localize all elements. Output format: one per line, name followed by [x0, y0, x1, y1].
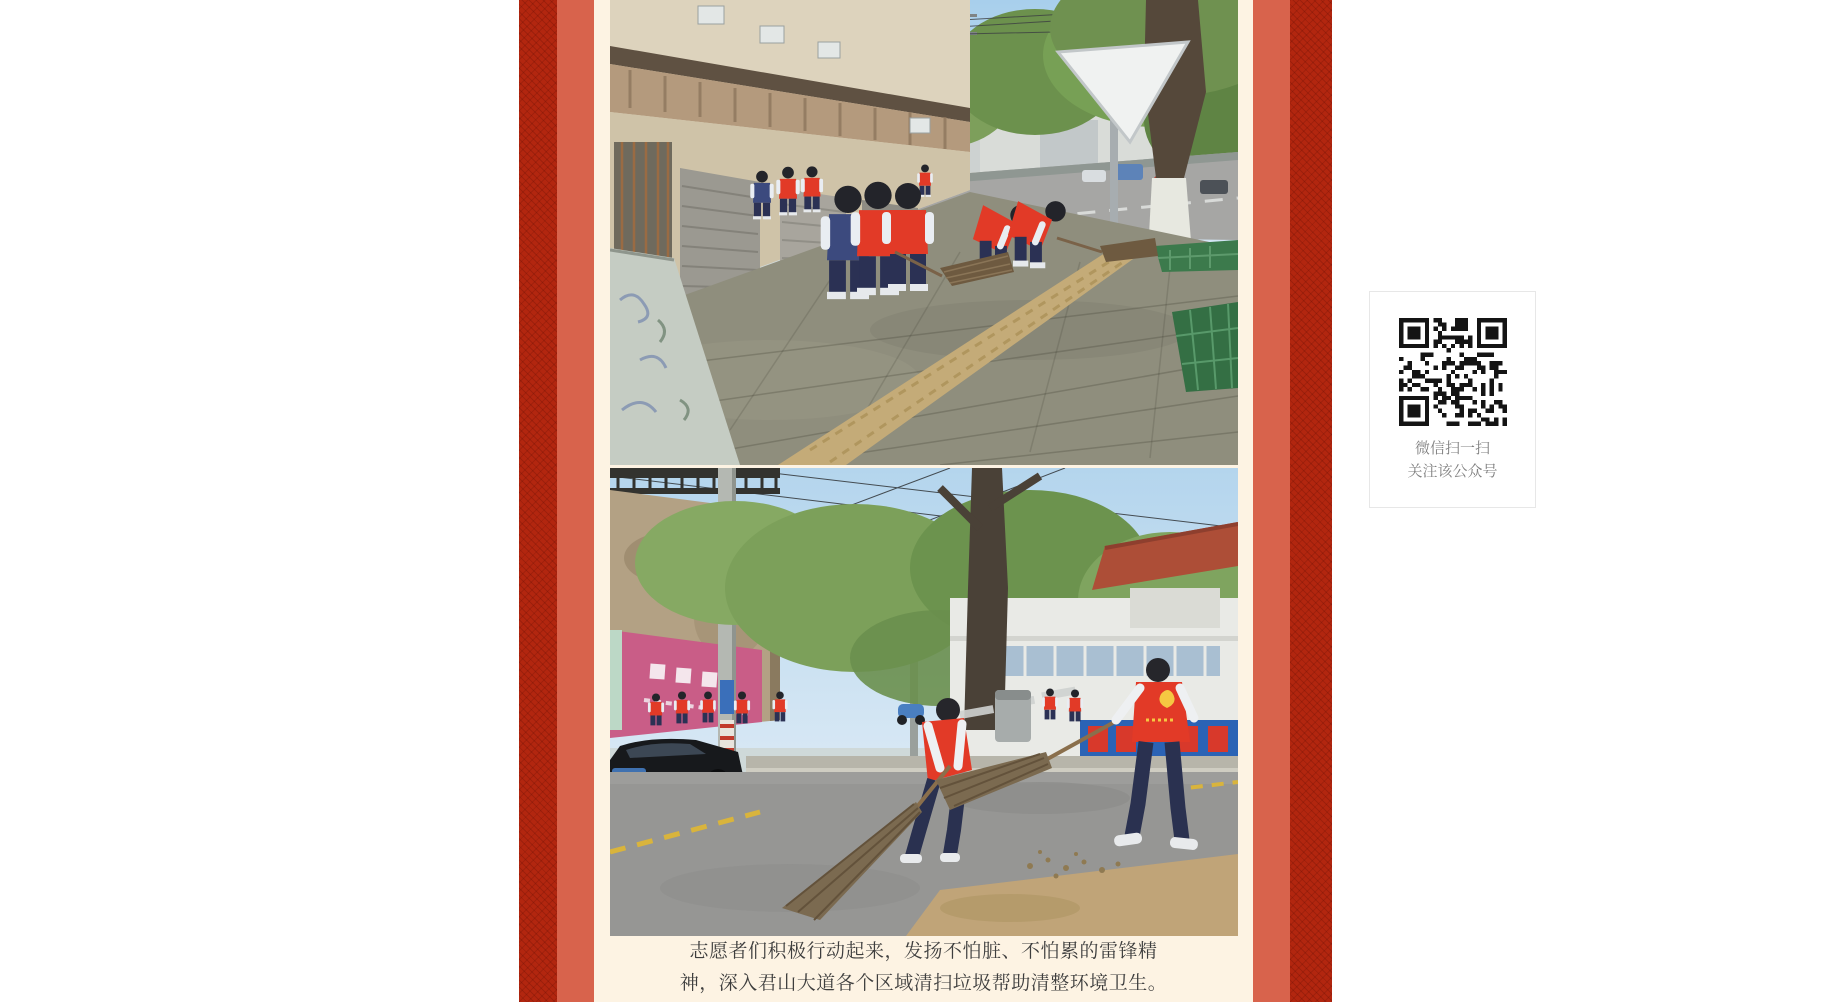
qr-caption-line-1: 微信扫一扫	[1414, 440, 1490, 457]
photo-caption	[594, 936, 1253, 1000]
caption-line-2: 神，深入君山大道各个区域清扫垃圾帮助清整环境卫生。	[679, 973, 1168, 994]
photo-volunteers-sweeping-road[interactable]	[610, 468, 1238, 936]
article-column	[594, 0, 1253, 1002]
photo-volunteers-sweeping-sidewalk[interactable]	[610, 0, 1238, 465]
decorative-border-right-dark	[1290, 0, 1332, 1002]
qr-caption-line-2: 关注该公众号	[1407, 463, 1498, 480]
decorative-border-left-dark	[519, 0, 557, 1002]
qr-card-text	[1370, 437, 1535, 483]
caption-line-1: 志愿者们积极行动起来，发扬不怕脏、不怕累的雷锋精	[689, 941, 1158, 962]
photo-1-illustration	[610, 0, 1238, 465]
photo-2-illustration	[610, 468, 1238, 936]
wechat-follow-card	[1369, 291, 1536, 508]
decorative-border-left-salmon	[557, 0, 594, 1002]
decorative-border-right-salmon	[1253, 0, 1290, 1002]
qr-code	[1399, 318, 1507, 426]
